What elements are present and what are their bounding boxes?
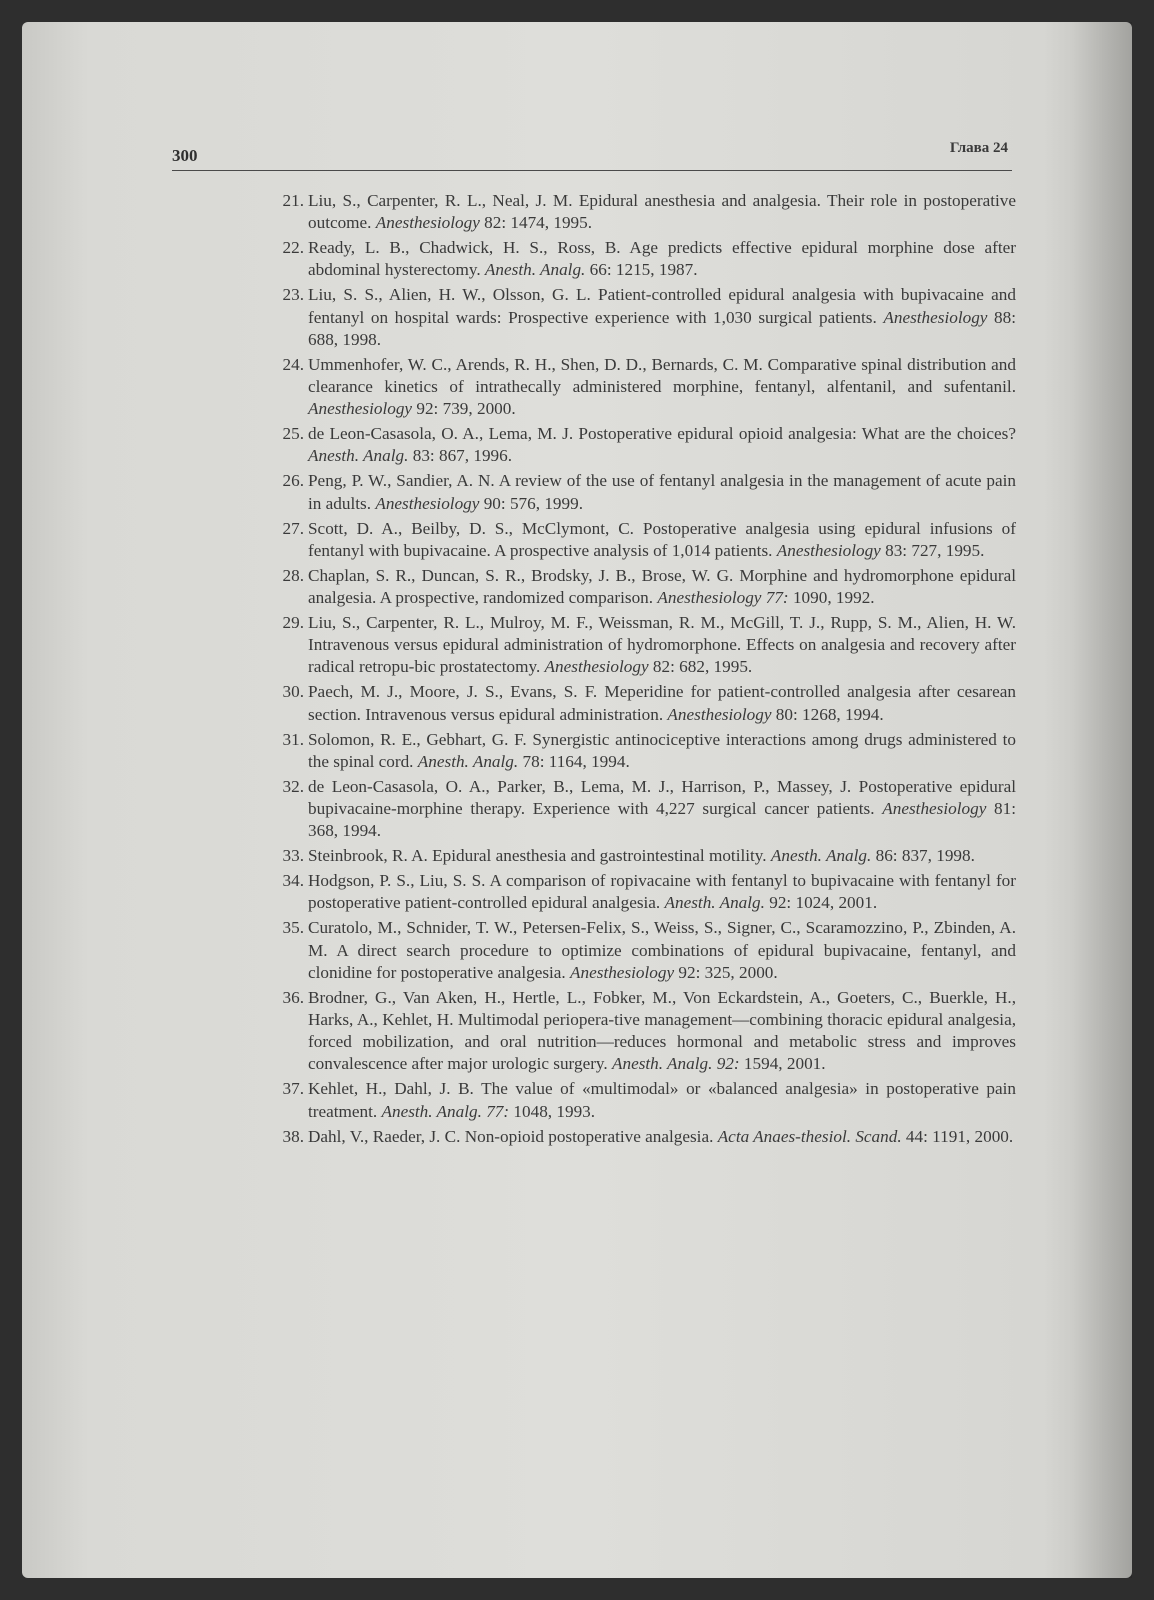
reference-journal: Anesth. Analg.: [308, 446, 409, 466]
reference-journal: Anesthesiology: [667, 704, 772, 724]
reference-journal: Anesthesiology: [544, 657, 649, 677]
page-gutter-shadow: [1072, 22, 1132, 1578]
reference-title: Morphine and hydromorphone epidural analgesia. A prospective, randomized comparison.: [308, 565, 1017, 608]
reference-authors: Ummenhofer, W. C., Arends, R. H., Shen, D. D., Bernards, C. M.: [308, 354, 763, 374]
reference-authors: Hodgson, P. S., Liu, S. S.: [308, 871, 486, 891]
reference-item: [272, 681, 1016, 725]
reference-number: 34.: [282, 871, 304, 891]
reference-authors: Kehlet, H., Dahl, J. B.: [308, 1079, 474, 1099]
reference-authors: Liu, S. S., Alien, H. W., Olsson, G. L.: [308, 285, 591, 305]
reference-journal: Anesth. Analg.: [664, 893, 765, 913]
reference-journal: Anesth. Analg.: [770, 846, 872, 866]
reference-title: Meperidine for patient-controlled analgesia after cesarean section. Intravenous versus epidural administration.: [308, 682, 1016, 724]
reference-authors: Curatolo, M., Schnider, T. W., Petersen-Felix, S., Weiss, S., Signer, C., Scaramozzino, P., Zbinden, A. M.: [308, 918, 1016, 960]
reference-title: Comparative spinal distribution and clearance kinetics of intrathecally administered morphine, fentanyl, alfentanil, and sufentanil.: [308, 354, 1016, 397]
reference-authors: de Leon-Casasola, O. A., Lema, M. J.: [308, 424, 574, 444]
reference-item: [272, 776, 1016, 843]
reference-title: A review of the use of fentanyl analgesia in the management of acute pain in adults.: [308, 471, 1016, 513]
reference-authors: Steinbrook, R. A.: [308, 846, 428, 866]
reference-item: [272, 845, 1016, 867]
reference-journal: Anesthesiology: [882, 799, 987, 819]
reference-authors: Scott, D. A., Beilby, D. S., McClymont, C.: [308, 518, 634, 538]
reference-item: [272, 987, 1016, 1076]
reference-citation: 88: 688, 1998.: [308, 307, 1016, 349]
reference-citation: 83: 727, 1995.: [885, 540, 985, 560]
reference-citation: 1090, 1992.: [792, 588, 875, 608]
reference-citation: 66: 1215, 1987.: [589, 260, 698, 280]
reference-journal: Anesth. Analg. 77:: [381, 1101, 510, 1121]
reference-journal: Anesthesiology 77:: [657, 588, 789, 608]
reference-title: Postoperative analgesia using epidural infusions of fentanyl with bupivacaine. A prospective analysis of 1,014 patients.: [308, 518, 1016, 560]
reference-number: 36.: [282, 987, 304, 1007]
reference-title: Patient-controlled epidural analgesia with bupivacaine and fentanyl on hospital wards: Prospective experience with 1,030 surgical patients.: [308, 285, 1016, 327]
reference-number: 35.: [282, 918, 304, 938]
reference-citation: 92: 1024, 2001.: [769, 893, 878, 913]
reference-item: [272, 612, 1016, 679]
reference-item: [272, 565, 1016, 609]
reference-journal: Anesthesiology: [375, 493, 480, 513]
reference-number: 28.: [282, 565, 304, 585]
reference-citation: 86: 837, 1998.: [875, 846, 975, 866]
reference-title: Intravenous versus epidural administration of hydromorphone. Effects on analgesia and recovery after radical retropu-bic prostatectomy.: [308, 635, 1016, 677]
reference-item: [272, 190, 1016, 234]
reference-title: Age predicts effective epidural morphine dose after abdominal hysterectomy.: [308, 238, 1016, 280]
reference-title: Epidural anesthesia and gastrointestinal motility.: [432, 846, 767, 866]
reference-number: 37.: [282, 1079, 304, 1099]
reference-authors: de Leon-Casasola, O. A., Parker, B., Lema, M. J., Harrison, P., Massey, J.: [308, 776, 852, 796]
reference-authors: Chaplan, S. R., Duncan, S. R., Brodsky, J. B., Brose, W. G.: [308, 565, 734, 585]
reference-title: Postoperative epidural opioid analgesia: What are the choices?: [578, 424, 1016, 444]
running-header: [172, 140, 1012, 171]
reference-number: 22.: [282, 238, 304, 258]
reference-list: [272, 190, 1016, 1151]
reference-number: 27.: [282, 518, 304, 538]
reference-citation: 44: 1191, 2000.: [905, 1126, 1014, 1146]
reference-title: Postoperative epidural bupivacaine-morphine therapy. Experience with 4,227 surgical cancer patients.: [308, 776, 1016, 819]
reference-title: Epidural anesthesia and analgesia. Their role in postoperative outcome.: [308, 191, 1016, 233]
reference-journal: Anesthesiology: [375, 213, 480, 233]
reference-item: [272, 423, 1016, 467]
reference-journal: Acta Anaes-thesiol. Scand.: [717, 1126, 902, 1146]
reference-item: [272, 237, 1016, 281]
reference-authors: Brodner, G., Van Aken, H., Hertle, L., Fobker, M., Von Eckardstein, A., Goeters, C., Buerkle, H., Harks, A., Kehlet, H.: [308, 987, 1016, 1030]
reference-authors: Dahl, V., Raeder, J. C.: [308, 1126, 461, 1146]
reference-number: 30.: [282, 682, 304, 702]
reference-number: 25.: [282, 424, 304, 444]
reference-citation: 83: 867, 1996.: [412, 446, 513, 466]
reference-authors: Solomon, R. E., Gebhart, G. F.: [308, 729, 527, 749]
reference-journal: Anesthesiology: [883, 307, 988, 327]
reference-authors: Liu, S., Carpenter, R. L., Neal, J. M.: [308, 191, 573, 210]
reference-number: 26.: [282, 471, 304, 491]
reference-title: The value of «multimodal» or «balanced analgesia» in postoperative pain treatment.: [308, 1079, 1016, 1121]
reference-citation: 90: 576, 1999.: [483, 493, 583, 513]
reference-item: [272, 518, 1016, 562]
reference-item: [272, 470, 1016, 514]
reference-item: [272, 284, 1016, 351]
reference-journal: Anesthesiology: [570, 962, 675, 982]
reference-journal: Anesth. Analg.: [484, 260, 586, 280]
reference-authors: Paech, M. J., Moore, J. S., Evans, S. F.: [308, 682, 598, 702]
reference-citation: 78: 1164, 1994.: [522, 751, 630, 771]
reference-journal: Anesth. Analg.: [417, 751, 519, 771]
reference-item: [272, 1126, 1016, 1148]
reference-item: [272, 870, 1016, 914]
reference-authors: Liu, S., Carpenter, R. L., Mulroy, M. F., Weissman, R. M., McGill, T. J., Rupp, S. M., Alien, H. W.: [308, 613, 1016, 633]
reference-title: Synergistic antinociceptive interactions among drugs administered to the spinal cord.: [308, 729, 1016, 771]
reference-title: Multimodal periopera-tive management—combining thoracic epidural analgesia, forced mobilization, and oral nutrition—reduces hormonal and metabolic stress and improves convalescence after major urologic surgery.: [308, 1010, 1016, 1074]
reference-number: 32.: [282, 776, 304, 796]
reference-item: [272, 917, 1016, 984]
reference-number: 21.: [282, 191, 304, 210]
reference-citation: 82: 682, 1995.: [652, 657, 753, 677]
reference-citation: 92: 739, 2000.: [416, 399, 516, 419]
reference-title: Non-opioid postoperative analgesia.: [464, 1126, 714, 1146]
reference-journal: Anesthesiology: [776, 540, 881, 560]
reference-citation: 1048, 1993.: [513, 1101, 596, 1121]
page-number: 300: [172, 146, 198, 165]
reference-number: 31.: [282, 729, 304, 749]
reference-citation: 80: 1268, 1994.: [775, 704, 884, 724]
reference-number: 38.: [282, 1126, 304, 1146]
chapter-title: Глава 24: [949, 140, 1008, 156]
reference-authors: Peng, P. W., Sandier, A. N.: [308, 471, 495, 491]
reference-item: [272, 729, 1016, 773]
reference-citation: 81: 368, 1994.: [308, 799, 1017, 841]
reference-citation: 92: 325, 2000.: [678, 962, 778, 982]
reference-number: 33.: [282, 846, 304, 866]
reference-number: 23.: [282, 285, 304, 305]
reference-number: 29.: [282, 613, 304, 633]
reference-item: [272, 354, 1016, 421]
reference-title: A direct search procedure to optimize combinations of epidural bupivacaine, fentanyl, and clonidine for postoperative analgesia.: [308, 940, 1016, 982]
reference-authors: Ready, L. B., Chadwick, H. S., Ross, B.: [308, 238, 621, 258]
reference-citation: 82: 1474, 1995.: [484, 213, 593, 233]
reference-number: 24.: [282, 354, 304, 374]
reference-journal: Anesth. Analg. 92:: [612, 1054, 740, 1074]
reference-item: [272, 1078, 1016, 1122]
reference-journal: Anesthesiology: [308, 399, 413, 419]
reference-title: A comparison of ropivacaine with fentanyl to bupivacaine with fentanyl for postoperative patient-controlled epidural analgesia.: [308, 871, 1016, 913]
reference-citation: 1594, 2001.: [743, 1054, 826, 1074]
